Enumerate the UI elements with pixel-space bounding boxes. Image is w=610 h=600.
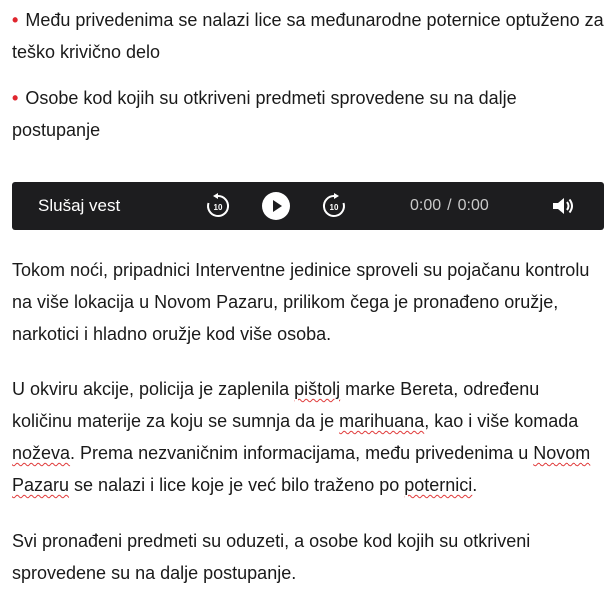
summary-bullet xyxy=(12,82,604,146)
summary-bullet-text: Osobe kod kojih su otkriveni predmeti sprovedene su na dalje postupanje xyxy=(12,88,517,140)
rewind-seconds: 10 xyxy=(213,203,223,212)
paragraph-text: . xyxy=(472,475,478,495)
bullet-marker: • xyxy=(12,88,19,108)
paragraph-text: . Prema nezvaničnim informacijama, među privedenima u xyxy=(70,443,534,463)
article-paragraph: Svi pronađeni predmeti su oduzeti, a osobe kod kojih su otkriveni sprovedene su na dalje postupanje. xyxy=(12,531,531,583)
current-time: 0:00 xyxy=(410,197,442,214)
time-display xyxy=(410,196,489,216)
forward-seconds: 10 xyxy=(329,203,339,212)
forward-10-icon[interactable] xyxy=(320,192,348,220)
summary-bullet-text: Među privedenima se nalazi lice sa međunarodne poternice optuženo za teško krivično delo xyxy=(12,10,604,62)
play-button[interactable] xyxy=(262,192,290,220)
misspelled-word[interactable]: poternici xyxy=(404,475,473,495)
duration: 0:00 xyxy=(457,197,489,214)
rewind-10-icon[interactable] xyxy=(204,192,232,220)
bullet-marker: • xyxy=(12,10,19,30)
misspelled-word[interactable]: noževa xyxy=(12,443,71,463)
volume-icon[interactable] xyxy=(548,192,576,220)
summary-bullet xyxy=(12,4,604,68)
audio-player xyxy=(12,182,604,230)
article-paragraph xyxy=(12,373,604,501)
paragraph-text: se nalazi i lice koje je već bilo traženo po xyxy=(69,475,405,495)
misspelled-word[interactable]: pištolj xyxy=(294,379,341,399)
listen-label: Slušaj vest xyxy=(38,196,121,215)
misspelled-word[interactable]: marihuana xyxy=(339,411,425,431)
time-separator: / xyxy=(447,197,452,214)
paragraph-text: , kao i više komada xyxy=(424,411,579,431)
misspelled-word[interactable]: Novom Pazaru xyxy=(12,443,591,495)
article-summary xyxy=(12,0,604,146)
paragraph-text: U okviru akcije, policija je zaplenila xyxy=(12,379,295,399)
article-paragraph: Tokom noći, pripadnici Interventne jedinice sproveli su pojačanu kontrolu na više lokacija u Novom Pazaru, prilikom čega je pronađeno oružje, narkotici i hladno oružje kod više osoba. xyxy=(12,260,590,344)
paragraph-text: marke Bereta, određenu količinu materije za koju se sumnja da je xyxy=(12,379,540,431)
